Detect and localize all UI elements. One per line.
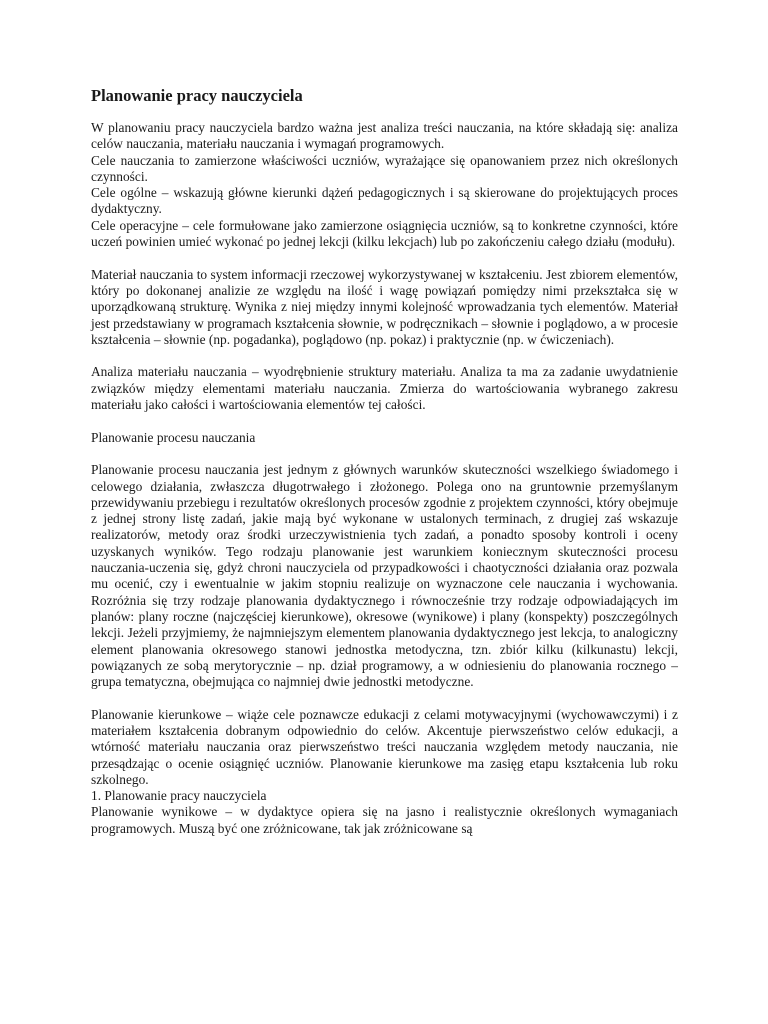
- document-title: Planowanie pracy nauczyciela: [91, 86, 303, 105]
- paragraph-spacer: [91, 348, 678, 364]
- paragraph-spacer: [91, 250, 678, 266]
- paragraph-teaching-material: Materiał nauczania to system informacji rzeczowej wykorzystywanej w kształceniu. Jest zbiorem elementów, który po dokonanej analizie ze względu na ilość i wagę powiązań pomiędzy nimi przekształca się w uporządkowaną strukturę. Wynika z niej między innymi kolejność wprowadzania tych elementów. Materiał jest przedstawiany w programach kształcenia słownie, w podręcznikach – słownie i poglądowo, a w procesie kształcenia – słownie (np. pogadanka), poglądowo (np. pokaz) i praktycznie (np. w ćwiczeniach).: [91, 266, 678, 347]
- paragraph-directional-planning: Planowanie kierunkowe – wiąże cele poznawcze edukacji z celami motywacyjnymi (wychowawczymi) i z materiałem kształcenia dobranym odpowiednio do celów. Akcentuje pierwszeństwo celów edukacji, a wtórność materiału nauczania oraz pierwszeństwo treści nauczania względem metody nauczania, nie przesądzając o ocenie osiągnięć uczniów. Planowanie kierunkowe ma zasięg etapu kształcenia lub roku szkolnego.: [91, 706, 678, 787]
- paragraph-spacer: [91, 446, 678, 462]
- paragraph-planning-process: Planowanie procesu nauczania jest jednym z głównych warunków skuteczności wszelkiego świadomego i celowego działania, zwłaszcza długotrwałego i złożonego. Polega ono na gruntownie przemyślanym przewidywaniu przebiegu i rezultatów określonych procesów zgodnie z projektem czynności, który obejmuje z jednej strony listę zadań, jakie mają być wykonane w ustalonych terminach, z drugiej zaś wskazuje realizatorów, metody oraz środki urzeczywistnienia tych zadań, a ponadto sposoby kontroli i oceny uzyskanych wyników. Tego rodzaju planowanie jest warunkiem koniecznym skuteczności procesu nauczania-uczenia się, gdyż chroni nauczyciela od przypadkowości i chaotyczności działania oraz pozwala mu ocenić, czy i ewentualnie w jakim stopniu realizuje on wyznaczone cele nauczania i wychowania. Rozróżnia się trzy rodzaje planowania dydaktycznego i równocześnie trzy rodzaje odpowiadających im planów: plany roczne (najczęściej kierunkowe), okresowe (wynikowe) i plany (konspekty) poszczególnych lekcji. Jeżeli przyjmiemy, że najmniejszym elementem planowania dydaktycznego jest lekcja, to analogiczny element planowania okresowego stanowi jednostka metodyczna, tzn. zbiór kilku (kilkunastu) lekcji, powiązanych ze sobą merytorycznie – np. dział programowy, a w odniesieniu do planowania rocznego – grupa tematyczna, obejmująca co najmniej dwie jednostki metodyczne.: [91, 462, 678, 690]
- paragraph-material-analysis: Analiza materiału nauczania – wyodrębnienie struktury materiału. Analiza ta ma za zadanie uwydatnienie związków między elementami materiału nauczania. Zmierza do wartościowania wybranego zakresu materiału jako całości i wartościowania elementów tej całości.: [91, 364, 678, 413]
- paragraph-spacer: [91, 690, 678, 706]
- paragraph-intro: W planowaniu pracy nauczyciela bardzo ważna jest analiza treści nauczania, na które składają się: analiza celów nauczania, materiału nauczania i wymagań programowych.: [91, 120, 678, 152]
- document-page: [91, 86, 678, 837]
- paragraph-teaching-goals: Cele nauczania to zamierzone właściwości uczniów, wyrażające się opanowaniem przez nich określonych czynności.: [91, 152, 678, 184]
- paragraph-operational-goals: Cele operacyjne – cele formułowane jako zamierzone osiągnięcia uczniów, są to konkretne czynności, które uczeń powinien umieć wykonać po jednej lekcji (kilku lekcjach) lub po zakończeniu całego działu (modułu).: [91, 217, 678, 250]
- paragraph-spacer: [91, 413, 678, 429]
- section-heading-planning-process: Planowanie procesu nauczania: [91, 429, 256, 445]
- paragraph-general-goals: Cele ogólne – wskazują główne kierunki dążeń pedagogicznych i są skierowane do projektujących proces dydaktyczny.: [91, 185, 678, 217]
- list-heading-teacher-planning: 1. Planowanie pracy nauczyciela: [91, 788, 267, 804]
- paragraph-outcome-planning: Planowanie wynikowe – w dydaktyce opiera się na jasno i realistycznie określonych wymaganiach programowych. Muszą być one zróżnicowane, tak jak zróżnicowane są: [91, 804, 678, 836]
